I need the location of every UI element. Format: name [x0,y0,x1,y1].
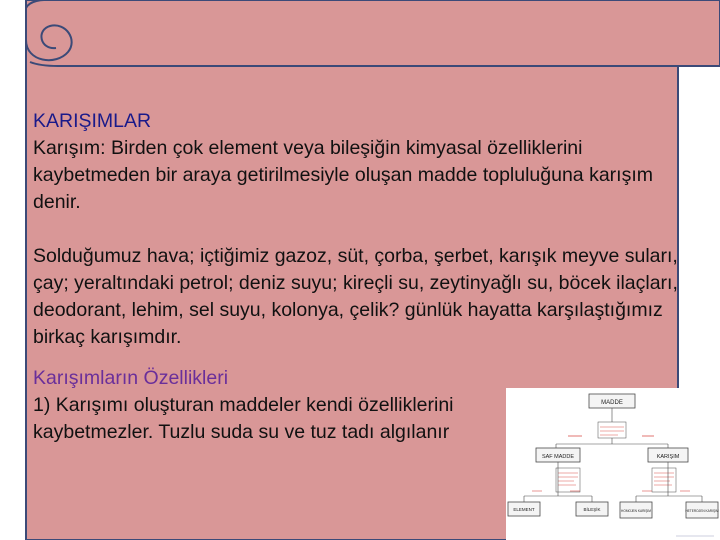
diagram-label-matter: MADDE [601,400,623,406]
diagram-label-homogeneous: HOMOJEN KARIŞIM [621,509,651,513]
diagram-label-pure: SAF MADDE [541,454,575,460]
spacer [33,216,678,243]
property-1-text: 1) Karışımı oluşturan maddeler kendi özelliklerini kaybetmezler. Tuzlu suda su ve tuz tadı algılanır [33,394,454,443]
diagram-label-compound: BİLEŞİK [583,507,601,512]
section-heading: KARIŞIMLAR [33,110,152,132]
diagram-label-element: ELEMENT [513,507,535,512]
matter-classification-diagram [506,388,720,540]
diagram-label-mixture: KARIŞIM [656,454,680,460]
definition-text: Karışım: Birden çok element veya bileşiğin kimyasal özelliklerini kaybetmeden bir araya getirilmesiyle oluşan madde topluluğuna karışım denir. [33,137,653,213]
properties-heading: Karışımların Özellikleri [33,367,229,389]
spacer [33,351,678,365]
examples-text: Solduğumuz hava; içtiğimiz gazoz, süt, çorba, şerbet, karışık meyve suları, çay; yeraltındaki petrol; deniz suyu; kireçli su, zeytinyağlı su, böcek ilaçları, deodorant, lehim, sel suyu, kolonya, çelik? günlük hayatta karşılaştığımız birkaç karışımdır. [33,245,678,348]
diagram-label-heterogeneous: HETEROJEN KARIŞIM [685,509,719,513]
